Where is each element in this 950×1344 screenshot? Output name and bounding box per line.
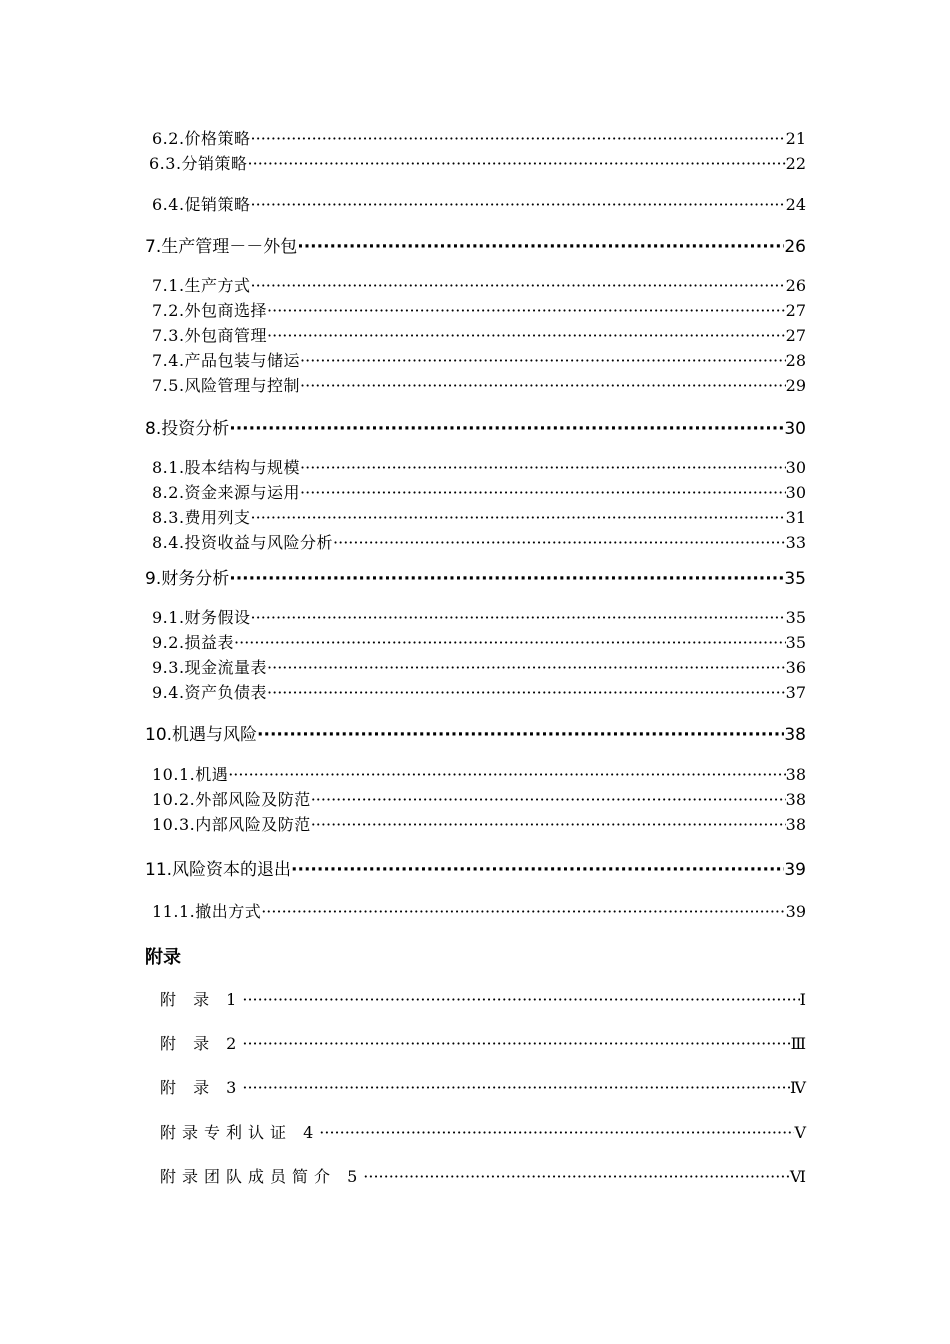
appendix-entry-label: 附录团队成员简介 5 (160, 1167, 364, 1186)
toc-entry-page: 27 (785, 326, 806, 345)
toc-entry-label: 7.4.产品包装与储运 (152, 351, 301, 370)
toc-chapter-label: 11.风险资本的退出 (145, 860, 292, 880)
appendix-entry-label: 附录专利认证 4 (160, 1123, 320, 1142)
dot-leader (251, 129, 786, 148)
toc-chapter-page: 39 (784, 860, 806, 880)
toc-chapter[interactable] (145, 564, 806, 589)
toc-entry-page: 37 (785, 683, 806, 702)
dot-leader (311, 815, 786, 834)
toc-entry[interactable] (152, 298, 806, 321)
toc-entry-page: 36 (785, 658, 806, 677)
appendix-entry-page: Ⅰ (799, 990, 806, 1009)
toc-chapter[interactable] (145, 232, 806, 257)
toc-entry-page: 30 (785, 483, 806, 502)
toc-chapter-label: 8.投资分析 (145, 419, 230, 439)
toc-chapter-page: 35 (784, 569, 806, 589)
dot-leader (229, 419, 784, 439)
dot-leader (242, 990, 799, 1009)
toc-chapter-page: 30 (784, 419, 806, 439)
dot-leader (300, 458, 786, 477)
toc-chapter-page: 26 (784, 237, 806, 257)
toc-entry-page: 30 (785, 458, 806, 477)
toc-entry-page: 35 (785, 633, 806, 652)
dot-leader (251, 276, 786, 295)
toc-entry-page: 39 (785, 902, 806, 921)
toc-entry[interactable] (152, 480, 806, 503)
toc-entry[interactable] (152, 762, 806, 785)
toc-entry-label: 8.3.费用列支 (152, 508, 251, 527)
toc-entry[interactable] (149, 151, 806, 174)
appendix-entry-label: 附 录 1 (160, 990, 243, 1009)
toc-entry[interactable] (152, 605, 806, 628)
dot-leader (242, 1078, 790, 1097)
dot-leader (300, 351, 786, 370)
dot-leader (267, 326, 786, 345)
dot-leader (267, 658, 786, 677)
appendix-entry[interactable] (160, 1031, 806, 1054)
dot-leader (234, 633, 786, 652)
appendix-entry[interactable] (160, 1120, 806, 1143)
dot-leader (319, 1123, 794, 1142)
toc-entry-page: 27 (785, 301, 806, 320)
toc-entry-page: 31 (785, 508, 806, 527)
appendix-entry[interactable] (160, 1164, 806, 1187)
appendix-entry-label: 附 录 3 (160, 1078, 243, 1097)
dot-leader (251, 608, 786, 627)
dot-leader (333, 533, 786, 552)
toc-entry-label: 8.2.资金来源与运用 (152, 483, 301, 502)
appendix-heading: 附录 (145, 947, 181, 968)
dot-leader (311, 790, 786, 809)
toc-entry-label: 8.4.投资收益与风险分析 (152, 533, 334, 552)
toc-entry[interactable] (152, 192, 806, 215)
dot-leader (257, 725, 784, 745)
toc-entry-label: 9.3.现金流量表 (152, 658, 268, 677)
toc-entry-label: 7.1.生产方式 (152, 276, 251, 295)
toc-entry-page: 33 (785, 533, 806, 552)
toc-chapter[interactable] (145, 720, 806, 745)
dot-leader (251, 508, 786, 527)
appendix-entry-label: 附 录 2 (160, 1034, 243, 1053)
toc-entry-label: 9.4.资产负债表 (152, 683, 268, 702)
toc-chapter-label: 9.财务分析 (145, 569, 230, 589)
toc-entry-page: 22 (785, 154, 806, 173)
toc-entry-page: 24 (785, 195, 806, 214)
dot-leader (229, 569, 784, 589)
toc-entry-label: 8.1.股本结构与规模 (152, 458, 301, 477)
dot-leader (267, 683, 786, 702)
toc-entry[interactable] (152, 505, 806, 528)
toc-entry-page: 28 (785, 351, 806, 370)
dot-leader (291, 860, 784, 880)
dot-leader (248, 154, 786, 173)
toc-entry[interactable] (152, 530, 806, 553)
dot-leader (363, 1167, 790, 1186)
toc-entry-page: 21 (785, 129, 806, 148)
dot-leader (300, 483, 786, 502)
toc-entry-page: 35 (785, 608, 806, 627)
toc-entry-label: 11.1.撤出方式 (152, 902, 262, 921)
toc-entry[interactable] (152, 680, 806, 703)
toc-entry[interactable] (152, 455, 806, 478)
dot-leader (300, 376, 786, 395)
toc-entry-page: 38 (785, 790, 806, 809)
toc-entry[interactable] (152, 373, 806, 396)
appendix-entry-page: Ⅲ (790, 1034, 806, 1053)
appendix-entry-page: Ⅳ (790, 1078, 806, 1097)
toc-entry[interactable] (152, 273, 806, 296)
toc-entry[interactable] (152, 630, 806, 653)
toc-chapter-page: 38 (784, 725, 806, 745)
toc-entry-label: 7.2.外包商选择 (152, 301, 268, 320)
toc-entry-label: 9.2.损益表 (152, 633, 235, 652)
toc-entry[interactable] (152, 126, 806, 149)
toc-entry[interactable] (152, 787, 806, 810)
dot-leader (261, 902, 785, 921)
toc-entry-page: 26 (785, 276, 806, 295)
toc-chapter-label: 10.机遇与风险 (145, 725, 258, 745)
dot-leader (228, 765, 785, 784)
toc-chapter[interactable] (145, 855, 806, 880)
toc-entry-label: 6.2.价格策略 (152, 129, 251, 148)
dot-leader (267, 301, 786, 320)
appendix-entry[interactable] (160, 987, 806, 1010)
toc-entry[interactable] (152, 899, 806, 922)
appendix-entry[interactable] (160, 1075, 806, 1098)
toc-entry-label: 7.3.外包商管理 (152, 326, 268, 345)
toc-entry[interactable] (152, 655, 806, 678)
toc-chapter-label: 7.生产管理－－外包 (145, 237, 298, 257)
toc-entry-page: 38 (785, 765, 806, 784)
toc-entry-page: 29 (785, 376, 806, 395)
toc-entry-label: 10.3.内部风险及防范 (152, 815, 311, 834)
toc-entry-label: 6.4.促销策略 (152, 195, 251, 214)
toc-entry-page: 38 (785, 815, 806, 834)
toc-entry-label: 10.1.机遇 (152, 765, 229, 784)
toc-entry-label: 9.1.财务假设 (152, 608, 251, 627)
toc-entry-label: 10.2.外部风险及防范 (152, 790, 311, 809)
dot-leader (297, 237, 784, 257)
appendix-entry-page: Ⅴ (794, 1123, 806, 1142)
toc-entry[interactable] (152, 323, 806, 346)
toc-entry-label: 7.5.风险管理与控制 (152, 376, 301, 395)
dot-leader (251, 195, 786, 214)
toc-chapter[interactable] (145, 414, 806, 439)
dot-leader (242, 1034, 790, 1053)
toc-entry-label: 6.3.分销策略 (149, 154, 248, 173)
appendix-entry-page: Ⅵ (789, 1167, 806, 1186)
toc-entry[interactable] (152, 812, 806, 835)
toc-entry[interactable] (152, 348, 806, 371)
